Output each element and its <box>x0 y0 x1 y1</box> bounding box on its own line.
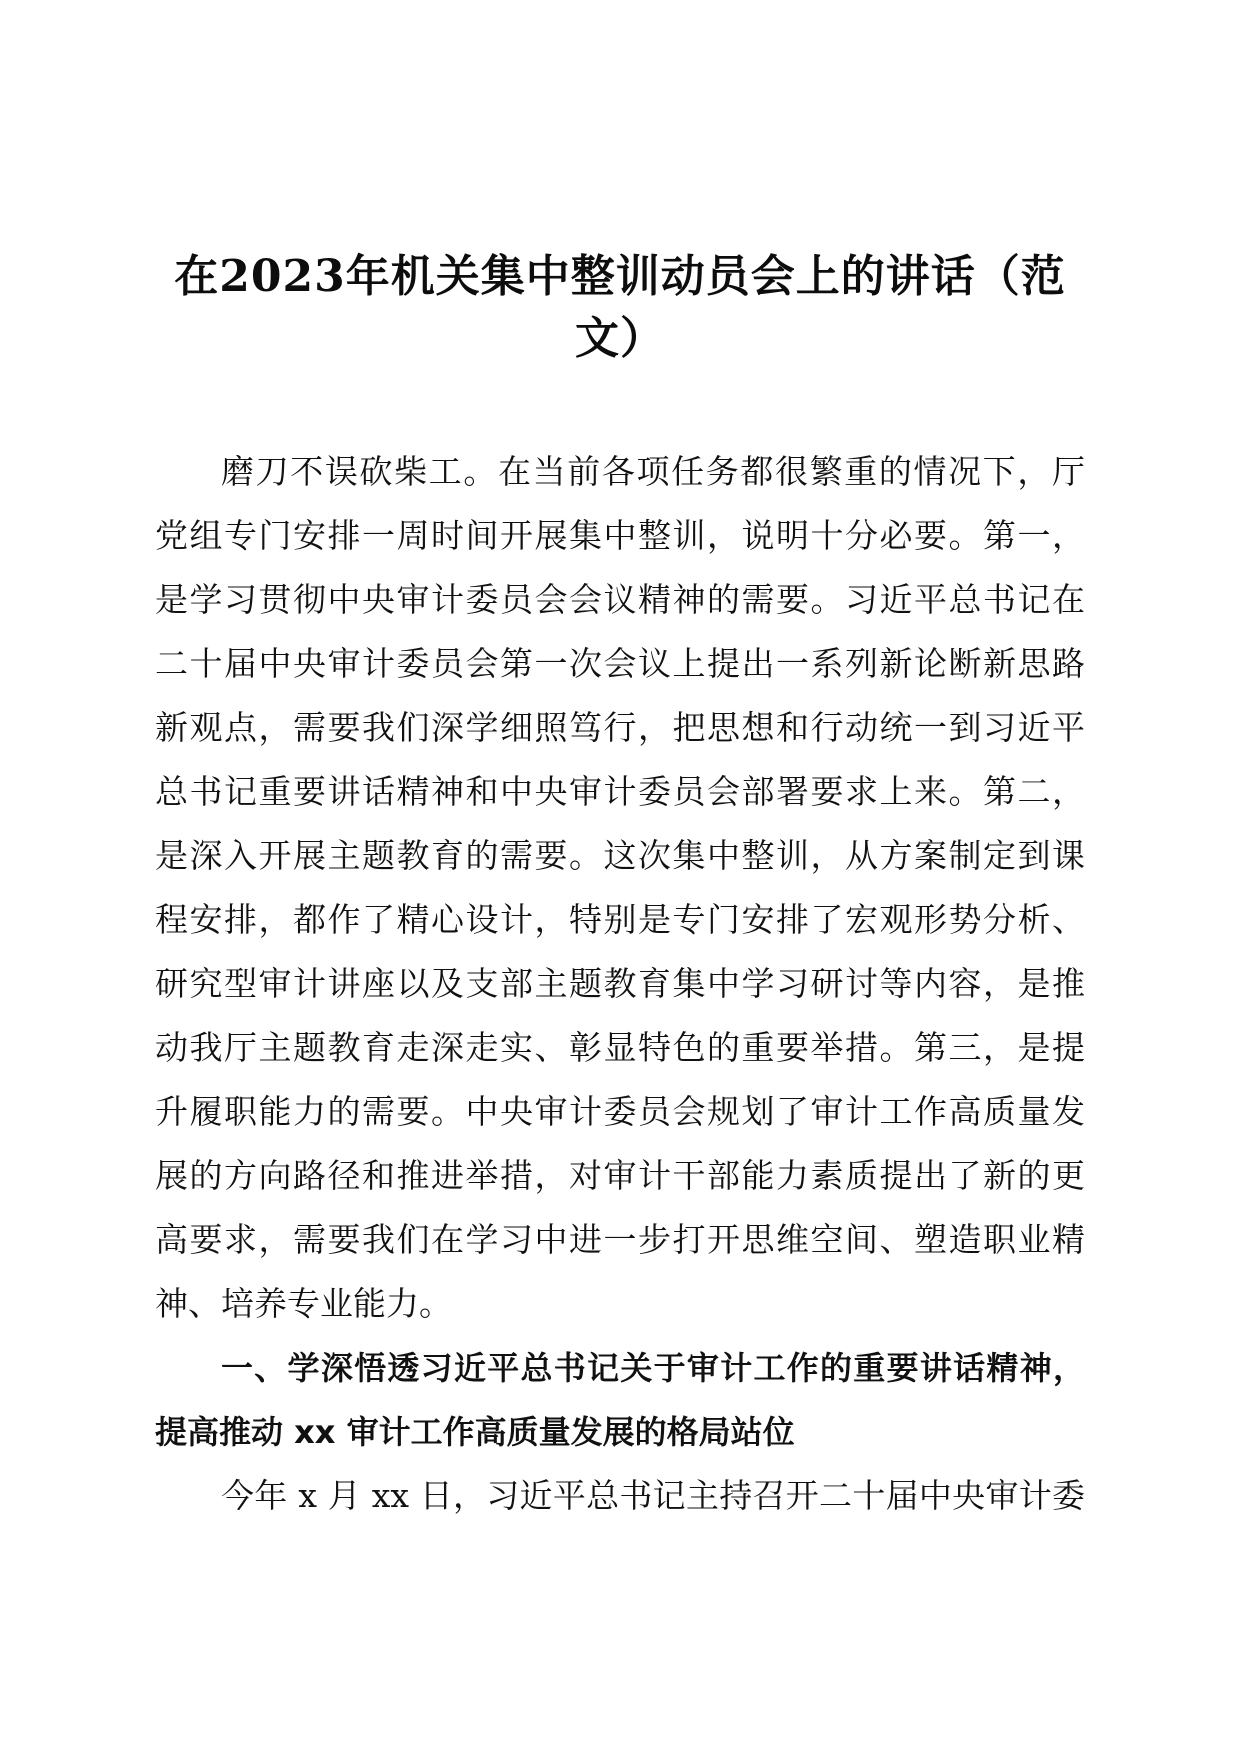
section-heading <box>155 1336 1085 1464</box>
paragraph-line: 是深入开展主题教育的需要。这次集中整训，从方案制定到课 <box>155 836 1085 875</box>
title-line-2: 文） <box>575 313 665 364</box>
paragraph-line: 今年 x 月 xx 日，习近平总书记主持召开二十届中央审计委 <box>221 1476 1085 1515</box>
document-title <box>150 246 1090 370</box>
body-paragraph <box>155 1464 1085 1528</box>
paragraph-line: 是学习贯彻中央审计委员会会议精神的需要。习近平总书记在 <box>155 580 1085 619</box>
paragraph-line: 研究型审计讲座以及支部主题教育集中学习研讨等内容，是推 <box>155 964 1085 1003</box>
paragraph-line: 动我厅主题教育走深走实、彰显特色的重要举措。第三，是提 <box>155 1028 1085 1067</box>
heading-line: 一、学深悟透习近平总书记关于审计工作的重要讲话精神， <box>221 1349 1085 1387</box>
paragraph-line: 磨刀不误砍柴工。在当前各项任务都很繁重的情况下，厅 <box>221 452 1085 491</box>
document-body <box>155 440 1085 1528</box>
paragraph-line: 升履职能力的需要。中央审计委员会规划了审计工作高质量发 <box>155 1092 1085 1131</box>
paragraph-line: 二十届中央审计委员会第一次会议上提出一系列新论断新思路 <box>155 644 1085 683</box>
paragraph-line: 程安排，都作了精心设计，特别是专门安排了宏观形势分析、 <box>155 900 1085 939</box>
paragraph-line: 高要求，需要我们在学习中进一步打开思维空间、塑造职业精 <box>155 1220 1085 1259</box>
paragraph-line: 新观点，需要我们深学细照笃行，把思想和行动统一到习近平 <box>155 708 1085 747</box>
intro-paragraph <box>155 440 1085 1336</box>
title-line-1: 在2023年机关集中整训动员会上的讲话（范 <box>174 251 1066 302</box>
heading-line: 提高推动 xx 审计工作高质量发展的格局站位 <box>155 1413 795 1451</box>
paragraph-line: 党组专门安排一周时间开展集中整训，说明十分必要。第一， <box>155 516 1085 555</box>
paragraph-line: 总书记重要讲话精神和中央审计委员会部署要求上来。第二， <box>155 772 1085 811</box>
paragraph-line: 展的方向路径和推进举措，对审计干部能力素质提出了新的更 <box>155 1156 1085 1195</box>
paragraph-line: 神、培养专业能力。 <box>155 1284 452 1323</box>
